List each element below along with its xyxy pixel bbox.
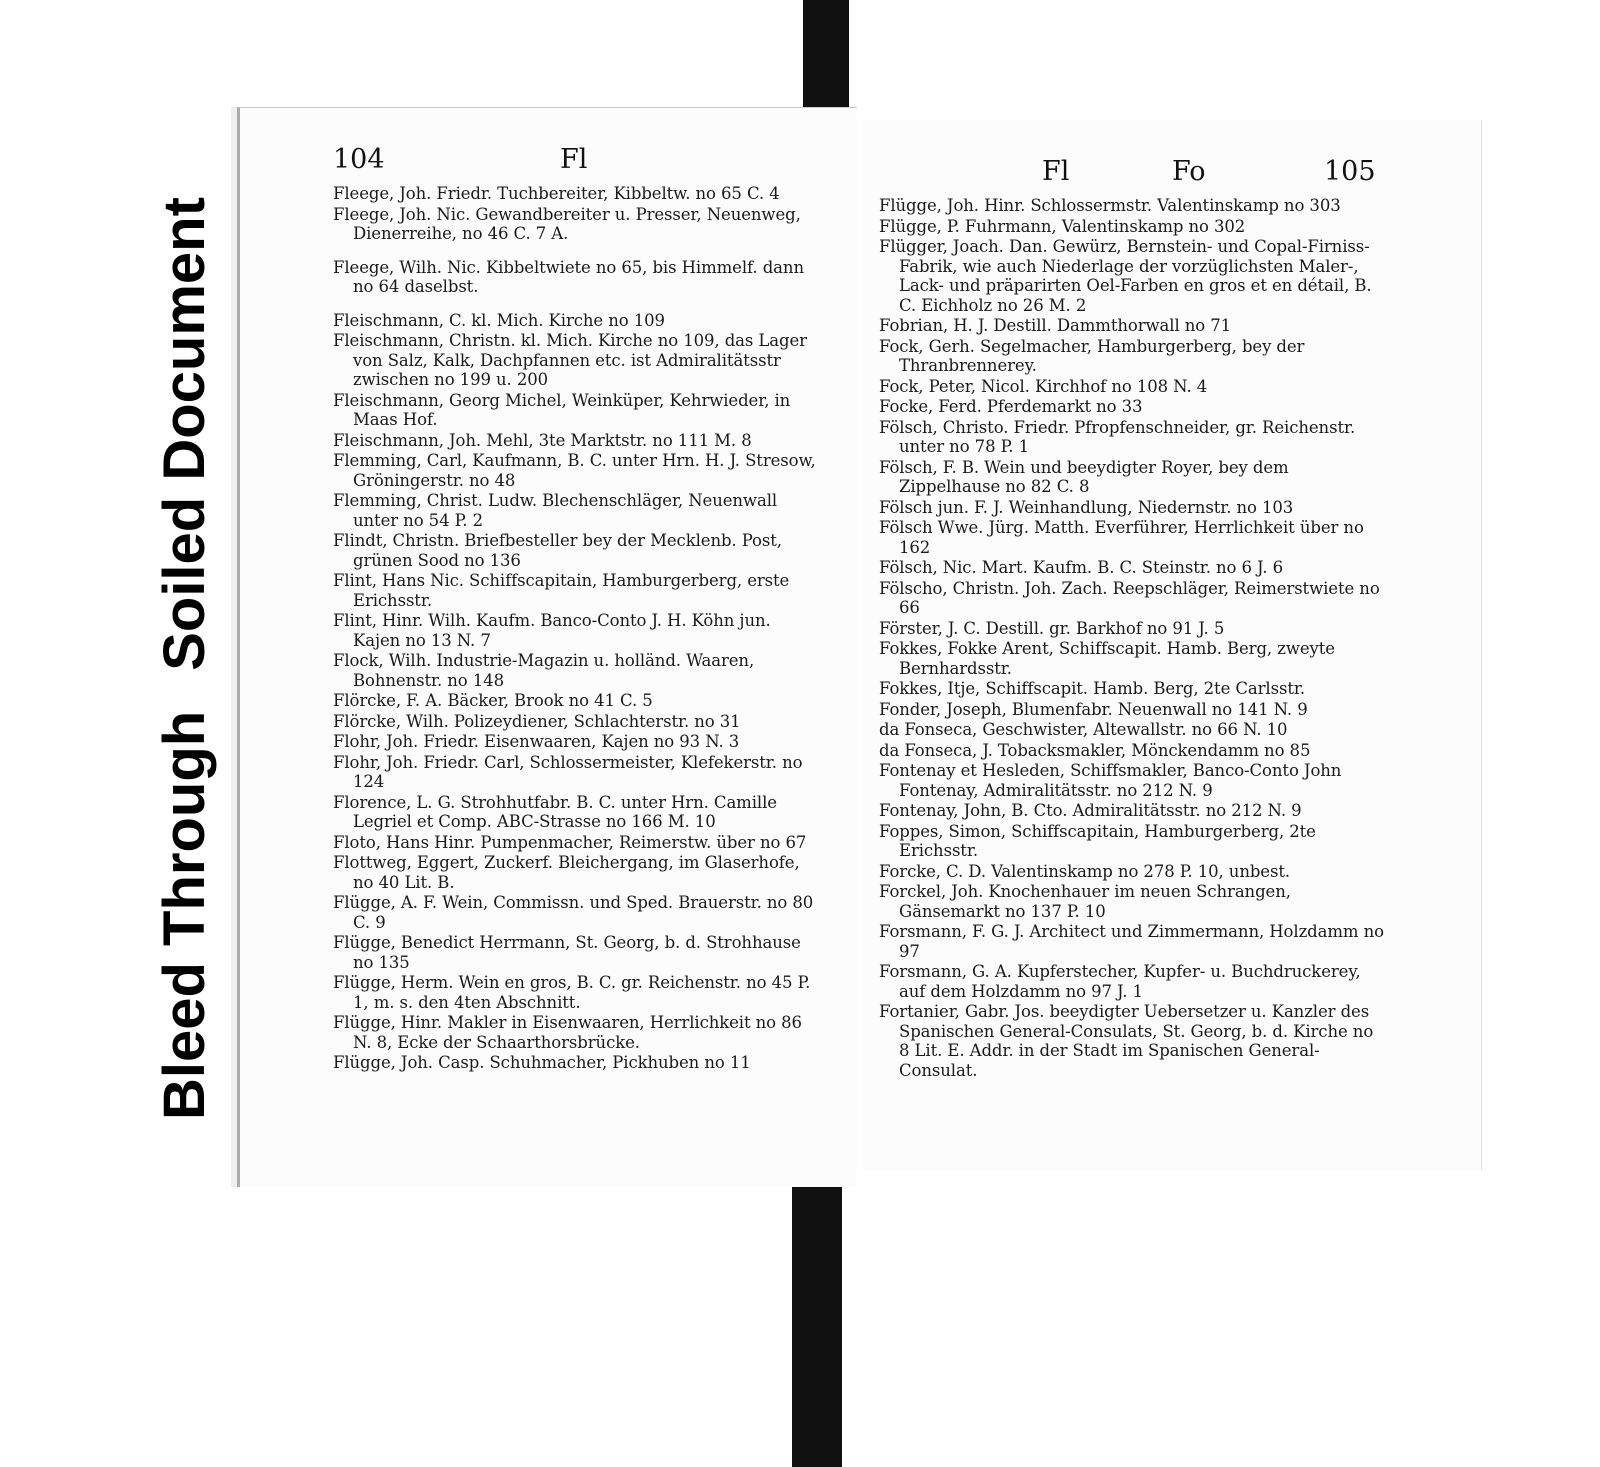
directory-entry: Flottweg, Eggert, Zuckerf. Bleichergang, im Glaserhofe, no 40 Lit. B. xyxy=(333,853,800,892)
directory-entry: Floto, Hans Hinr. Pumpenmacher, Reimerstw. über no 67 xyxy=(333,832,807,852)
directory-entry: Flügge, Herm. Wein en gros, B. C. gr. Reichenstr. no 45 P. 1, m. s. den 4ten Abschnitt. xyxy=(333,973,811,1012)
directory-entry: Flügge, Benedict Herrmann, St. Georg, b. d. Strohhause no 135 xyxy=(333,933,801,972)
directory-entry: Fobrian, H. J. Destill. Dammthorwall no 71 xyxy=(879,316,1232,335)
directory-entry: Flemming, Carl, Kaufmann, B. C. unter Hrn. H. J. Stresow, Gröningerstr. no 48 xyxy=(333,451,816,490)
directory-entry: Flügge, Hinr. Makler in Eisenwaaren, Herrlichkeit no 86 N. 8, Ecke der Schaarthorsbrücke. xyxy=(333,1013,802,1052)
directory-entry: da Fonseca, Geschwister, Altewallstr. no 66 N. 10 xyxy=(879,720,1288,739)
directory-entry: Flörcke, F. A. Bäcker, Brook no 41 C. 5 xyxy=(333,691,653,710)
directory-entry: Fleege, Wilh. Nic. Kibbeltwiete no 65, bis Himmelf. dann no 64 daselbst. xyxy=(333,257,804,296)
directory-entry: Flint, Hinr. Wilh. Kaufm. Banco-Conto J. H. Köhn jun. Kajen no 13 N. 7 xyxy=(333,611,771,650)
directory-entry: Fock, Peter, Nicol. Kirchhof no 108 N. 4 xyxy=(879,376,1208,396)
directory-entry: Fokkes, Itje, Schiffscapit. Hamb. Berg, 2te Carlsstr. xyxy=(879,679,1305,698)
directory-entry: Foppes, Simon, Schiffscapitain, Hamburgerberg, 2te Erichsstr. xyxy=(879,821,1316,860)
side-label xyxy=(150,120,220,1120)
directory-entry: Flügger, Joach. Dan. Gewürz, Bernstein- und Copal-Firniss-Fabrik, wie auch Niederlage der vorzüglichsten Maler-, Lack- und präparirten Oel-Farben en gros et en détail, B. C. Eichholz no 26 M. 2 xyxy=(879,237,1372,315)
label-bleed-through: Bleed Through xyxy=(152,710,217,1120)
directory-entry: Flock, Wilh. Industrie-Magazin u. holländ. Waaren, Bohnenstr. no 148 xyxy=(333,651,755,690)
directory-entry: Fleischmann, Joh. Mehl, 3te Marktstr. no 111 M. 8 xyxy=(333,430,752,450)
left-page-number: 104 xyxy=(333,144,385,175)
directory-entry: Forckel, Joh. Knochenhauer im neuen Schrangen, Gänsemarkt no 137 P. 10 xyxy=(879,882,1291,921)
directory-entry: Fleischmann, Georg Michel, Weinküper, Kehrwieder, in Maas Hof. xyxy=(333,390,791,429)
directory-entry: Flörcke, Wilh. Polizeydiener, Schlachterstr. no 31 xyxy=(333,711,741,731)
left-entries xyxy=(333,184,818,1074)
directory-entry: Flügge, Joh. Casp. Schuhmacher, Pickhuben no 11 xyxy=(333,1053,751,1072)
directory-entry: Fleege, Joh. Friedr. Tuchbereiter, Kibbeltw. no 65 C. 4 xyxy=(333,184,780,203)
left-page xyxy=(237,107,857,1187)
directory-entry: Forsmann, G. A. Kupferstecher, Kupfer- u. Buchdruckerey, auf dem Holzdamm no 97 J. 1 xyxy=(879,962,1361,1001)
directory-entry: Fock, Gerh. Segelmacher, Hamburgerberg, bey der Thranbrennerey. xyxy=(879,336,1305,375)
directory-entry: Fokkes, Fokke Arent, Schiffscapit. Hamb. Berg, zweyte Bernhardsstr. xyxy=(879,639,1335,678)
directory-entry: Fortanier, Gabr. Jos. beeydigter Uebersetzer u. Kanzler des Spanischen General-Consulats, St. Georg, b. d. Kirche no 8 Lit. E. Addr. in der Stadt im Spanischen General-Consulat. xyxy=(879,1002,1374,1080)
directory-entry: Fölsch jun. F. J. Weinhandlung, Niedernstr. no 103 xyxy=(879,497,1294,517)
right-entries xyxy=(879,196,1384,1081)
directory-entry: Fleischmann, Christn. kl. Mich. Kirche no 109, das Lager von Salz, Kalk, Dachpfannen etc. ist Admiralitätsstr zwischen no 199 u. 200 xyxy=(333,331,807,389)
directory-entry: Forsmann, F. G. J. Architect und Zimmermann, Holzdamm no 97 xyxy=(879,922,1384,961)
directory-entry: Forcke, C. D. Valentinskamp no 278 P. 10, unbest. xyxy=(879,861,1291,881)
left-page-running-head: Fl xyxy=(560,144,588,175)
directory-entry: Flügge, P. Fuhrmann, Valentinskamp no 302 xyxy=(879,216,1246,236)
directory-entry: Flint, Hans Nic. Schiffscapitain, Hamburgerberg, erste Erichsstr. xyxy=(333,571,790,610)
directory-entry: Flohr, Joh. Friedr. Eisenwaaren, Kajen no 93 N. 3 xyxy=(333,732,740,751)
directory-entry: Fontenay et Hesleden, Schiffsmakler, Banco-Conto John Fontenay, Admiralitätsstr. no 212 N. 9 xyxy=(879,761,1342,800)
directory-entry: Fölsch, Christo. Friedr. Pfropfenschneider, gr. Reichenstr. unter no 78 P. 1 xyxy=(879,417,1356,456)
right-page xyxy=(862,120,1482,1170)
directory-entry: Flügge, A. F. Wein, Commissn. und Sped. Brauerstr. no 80 C. 9 xyxy=(333,893,814,932)
directory-entry: Fölsch, Nic. Mart. Kaufm. B. C. Steinstr. no 6 J. 6 xyxy=(879,558,1283,577)
right-page-header xyxy=(862,156,1481,196)
directory-entry: Flindt, Christn. Briefbesteller bey der Mecklenb. Post, grünen Sood no 136 xyxy=(333,531,782,570)
directory-entry: Flohr, Joh. Friedr. Carl, Schlossermeister, Klefekerstr. no 124 xyxy=(333,752,803,791)
right-page-running-head-fl: Fl xyxy=(1042,156,1070,187)
directory-entry: Flügge, Joh. Hinr. Schlossermstr. Valentinskamp no 303 xyxy=(879,196,1341,215)
directory-entry: Fontenay, John, B. Cto. Admiralitätsstr. no 212 N. 9 xyxy=(879,801,1302,820)
directory-entry: Fleege, Joh. Nic. Gewandbereiter u. Presser, Neuenweg, Dienerreihe, no 46 C. 7 A. xyxy=(333,204,801,243)
directory-entry: Flemming, Christ. Ludw. Blechenschläger, Neuenwall unter no 54 P. 2 xyxy=(333,491,778,530)
directory-entry: Fölsch, F. B. Wein und beeydigter Royer, bey dem Zippelhause no 82 C. 8 xyxy=(879,457,1289,496)
directory-entry: Förster, J. C. Destill. gr. Barkhof no 91 J. 5 xyxy=(879,618,1225,638)
directory-entry: Focke, Ferd. Pferdemarkt no 33 xyxy=(879,397,1143,416)
directory-entry: Fölscho, Christn. Joh. Zach. Reepschläger, Reimerstwiete no 66 xyxy=(879,578,1380,617)
directory-entry: Fonder, Joseph, Blumenfabr. Neuenwall no 141 N. 9 xyxy=(879,699,1308,719)
left-page-header xyxy=(240,144,857,184)
directory-entry: Florence, L. G. Strohhutfabr. B. C. unter Hrn. Camille Legriel et Comp. ABC-Strasse no 166 M. 10 xyxy=(333,792,777,831)
right-page-running-head-fo: Fo xyxy=(1172,156,1206,187)
label-soiled-document: Soiled Document xyxy=(152,197,217,671)
directory-entry: Fleischmann, C. kl. Mich. Kirche no 109 xyxy=(333,310,665,330)
right-page-number: 105 xyxy=(1324,156,1376,187)
book-spine-bottom xyxy=(792,1178,842,1467)
directory-entry: da Fonseca, J. Tobacksmakler, Mönckendamm no 85 xyxy=(879,740,1311,760)
directory-entry: Fölsch Wwe. Jürg. Matth. Everführer, Herrlichkeit über no 162 xyxy=(879,518,1364,557)
